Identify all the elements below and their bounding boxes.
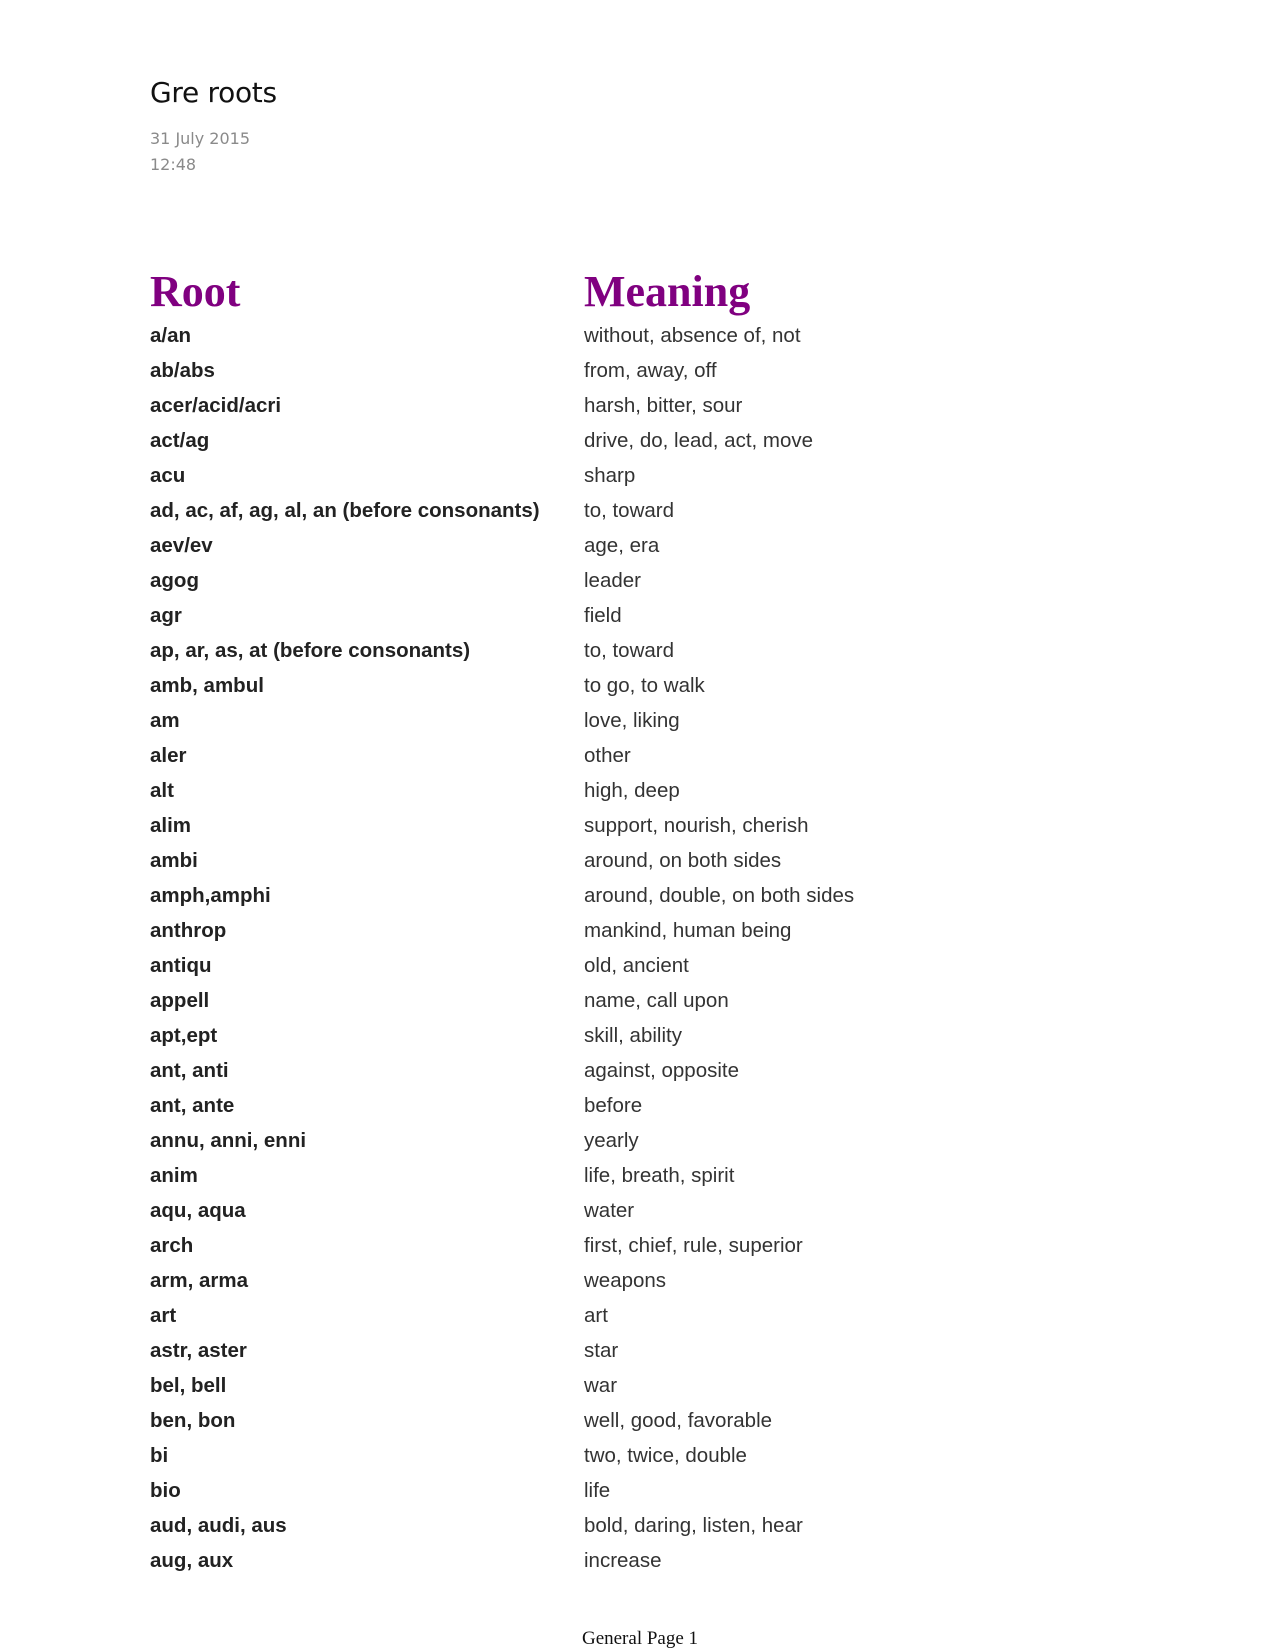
meaning-cell: harsh, bitter, sour — [584, 393, 743, 417]
meaning-cell: well, good, favorable — [584, 1408, 773, 1432]
table-row — [150, 1263, 854, 1298]
table-row — [150, 1333, 854, 1368]
table-row — [150, 1368, 854, 1403]
table-row — [150, 353, 854, 388]
meaning-cell: field — [584, 603, 622, 627]
meaning-cell: against, opposite — [584, 1058, 740, 1082]
table-row — [150, 1158, 854, 1193]
table-row — [150, 563, 854, 598]
root-cell: apt,ept — [150, 1023, 218, 1047]
meaning-cell: before — [584, 1093, 643, 1117]
table-row — [150, 423, 854, 458]
meaning-cell: without, absence of, not — [584, 323, 801, 347]
table-row — [150, 773, 854, 808]
root-cell: bi — [150, 1443, 169, 1467]
roots-table — [150, 258, 854, 1578]
meaning-cell: weapons — [584, 1268, 667, 1292]
root-cell: bel, bell — [150, 1373, 227, 1397]
root-cell: anthrop — [150, 918, 227, 942]
table-row — [150, 1018, 854, 1053]
root-cell: acu — [150, 463, 186, 487]
root-cell: alt — [150, 778, 174, 802]
table-row — [150, 1053, 854, 1088]
table-row — [150, 843, 854, 878]
meaning-cell: yearly — [584, 1128, 639, 1152]
root-cell: aud, audi, aus — [150, 1513, 287, 1537]
root-cell: ant, ante — [150, 1093, 235, 1117]
root-cell: astr, aster — [150, 1338, 247, 1362]
root-cell: ad, ac, af, ag, al, an (before consonants) — [150, 498, 540, 522]
root-cell: am — [150, 708, 180, 732]
root-cell: arm, arma — [150, 1268, 249, 1292]
root-cell: aler — [150, 743, 187, 767]
root-cell: ben, bon — [150, 1408, 236, 1432]
table-row — [150, 318, 854, 353]
meaning-cell: war — [584, 1373, 618, 1397]
table-row — [150, 878, 854, 913]
table-row — [150, 528, 854, 563]
root-cell: aug, aux — [150, 1548, 234, 1572]
meaning-cell: name, call upon — [584, 988, 729, 1012]
meaning-cell: around, on both sides — [584, 848, 782, 872]
meaning-cell: life, breath, spirit — [584, 1163, 735, 1187]
root-cell: ap, ar, as, at (before consonants) — [150, 638, 471, 662]
table-row — [150, 1298, 854, 1333]
table-row — [150, 948, 854, 983]
meaning-cell: mankind, human being — [584, 918, 792, 942]
page-footer-label: General Page 1 — [581, 1628, 699, 1649]
table-row — [150, 1543, 854, 1578]
meaning-cell: to, toward — [584, 638, 675, 662]
meaning-cell: life — [584, 1478, 611, 1502]
meaning-cell: old, ancient — [584, 953, 689, 977]
table-row — [150, 668, 854, 703]
table-row — [150, 983, 854, 1018]
table-row — [150, 913, 854, 948]
meaning-cell: first, chief, rule, superior — [584, 1233, 803, 1257]
meaning-cell: drive, do, lead, act, move — [584, 428, 814, 452]
root-cell: act/ag — [150, 428, 210, 452]
meaning-cell: sharp — [584, 463, 636, 487]
table-row — [150, 1193, 854, 1228]
meaning-cell: art — [584, 1303, 608, 1327]
meaning-cell: water — [584, 1198, 635, 1222]
table-row — [150, 458, 854, 493]
meaning-cell: leader — [584, 568, 641, 592]
table-row — [150, 1123, 854, 1158]
meaning-cell: skill, ability — [584, 1023, 682, 1047]
root-cell: amph,amphi — [150, 883, 271, 907]
table-row — [150, 388, 854, 423]
column-header-root: Root — [150, 267, 241, 316]
table-body — [150, 318, 854, 1578]
root-cell: amb, ambul — [150, 673, 264, 697]
page-footer — [0, 1628, 1280, 1650]
page-date: 31 July 2015 — [150, 129, 251, 148]
root-cell: aev/ev — [150, 533, 213, 557]
page-time: 12:48 — [150, 155, 197, 174]
table-header-row — [150, 258, 854, 314]
column-header-meaning: Meaning — [584, 267, 751, 316]
root-cell: ant, anti — [150, 1058, 229, 1082]
root-cell: art — [150, 1303, 177, 1327]
table-row — [150, 738, 854, 773]
root-cell: ambi — [150, 848, 198, 872]
table-row — [150, 633, 854, 668]
root-cell: acer/acid/acri — [150, 393, 282, 417]
meaning-cell: star — [584, 1338, 619, 1362]
root-cell: ab/abs — [150, 358, 215, 382]
table-row — [150, 703, 854, 738]
meaning-cell: around, double, on both sides — [584, 883, 855, 907]
table-row — [150, 808, 854, 843]
table-row — [150, 1473, 854, 1508]
meaning-cell: other — [584, 743, 631, 767]
table-row — [150, 1508, 854, 1543]
root-cell: aqu, aqua — [150, 1198, 246, 1222]
meaning-cell: increase — [584, 1548, 662, 1572]
root-cell: annu, anni, enni — [150, 1128, 307, 1152]
root-cell: a/an — [150, 323, 192, 347]
root-cell: agr — [150, 603, 182, 627]
root-cell: agog — [150, 568, 199, 592]
root-cell: bio — [150, 1478, 181, 1502]
root-cell: alim — [150, 813, 192, 837]
root-cell: anim — [150, 1163, 198, 1187]
meaning-cell: to go, to walk — [584, 673, 705, 697]
meaning-cell: bold, daring, listen, hear — [584, 1513, 803, 1537]
meaning-cell: two, twice, double — [584, 1443, 747, 1467]
meaning-cell: from, away, off — [584, 358, 717, 382]
table-row — [150, 1403, 854, 1438]
meaning-cell: to, toward — [584, 498, 675, 522]
page-title: Gre roots — [150, 76, 277, 109]
root-cell: antiqu — [150, 953, 212, 977]
root-cell: appell — [150, 988, 210, 1012]
page-metadata — [150, 126, 250, 178]
table-row — [150, 493, 854, 528]
meaning-cell: support, nourish, cherish — [584, 813, 809, 837]
table-row — [150, 1228, 854, 1263]
table-row — [150, 598, 854, 633]
meaning-cell: love, liking — [584, 708, 680, 732]
meaning-cell: age, era — [584, 533, 660, 557]
table-row — [150, 1088, 854, 1123]
root-cell: arch — [150, 1233, 194, 1257]
meaning-cell: high, deep — [584, 778, 680, 802]
table-row — [150, 1438, 854, 1473]
